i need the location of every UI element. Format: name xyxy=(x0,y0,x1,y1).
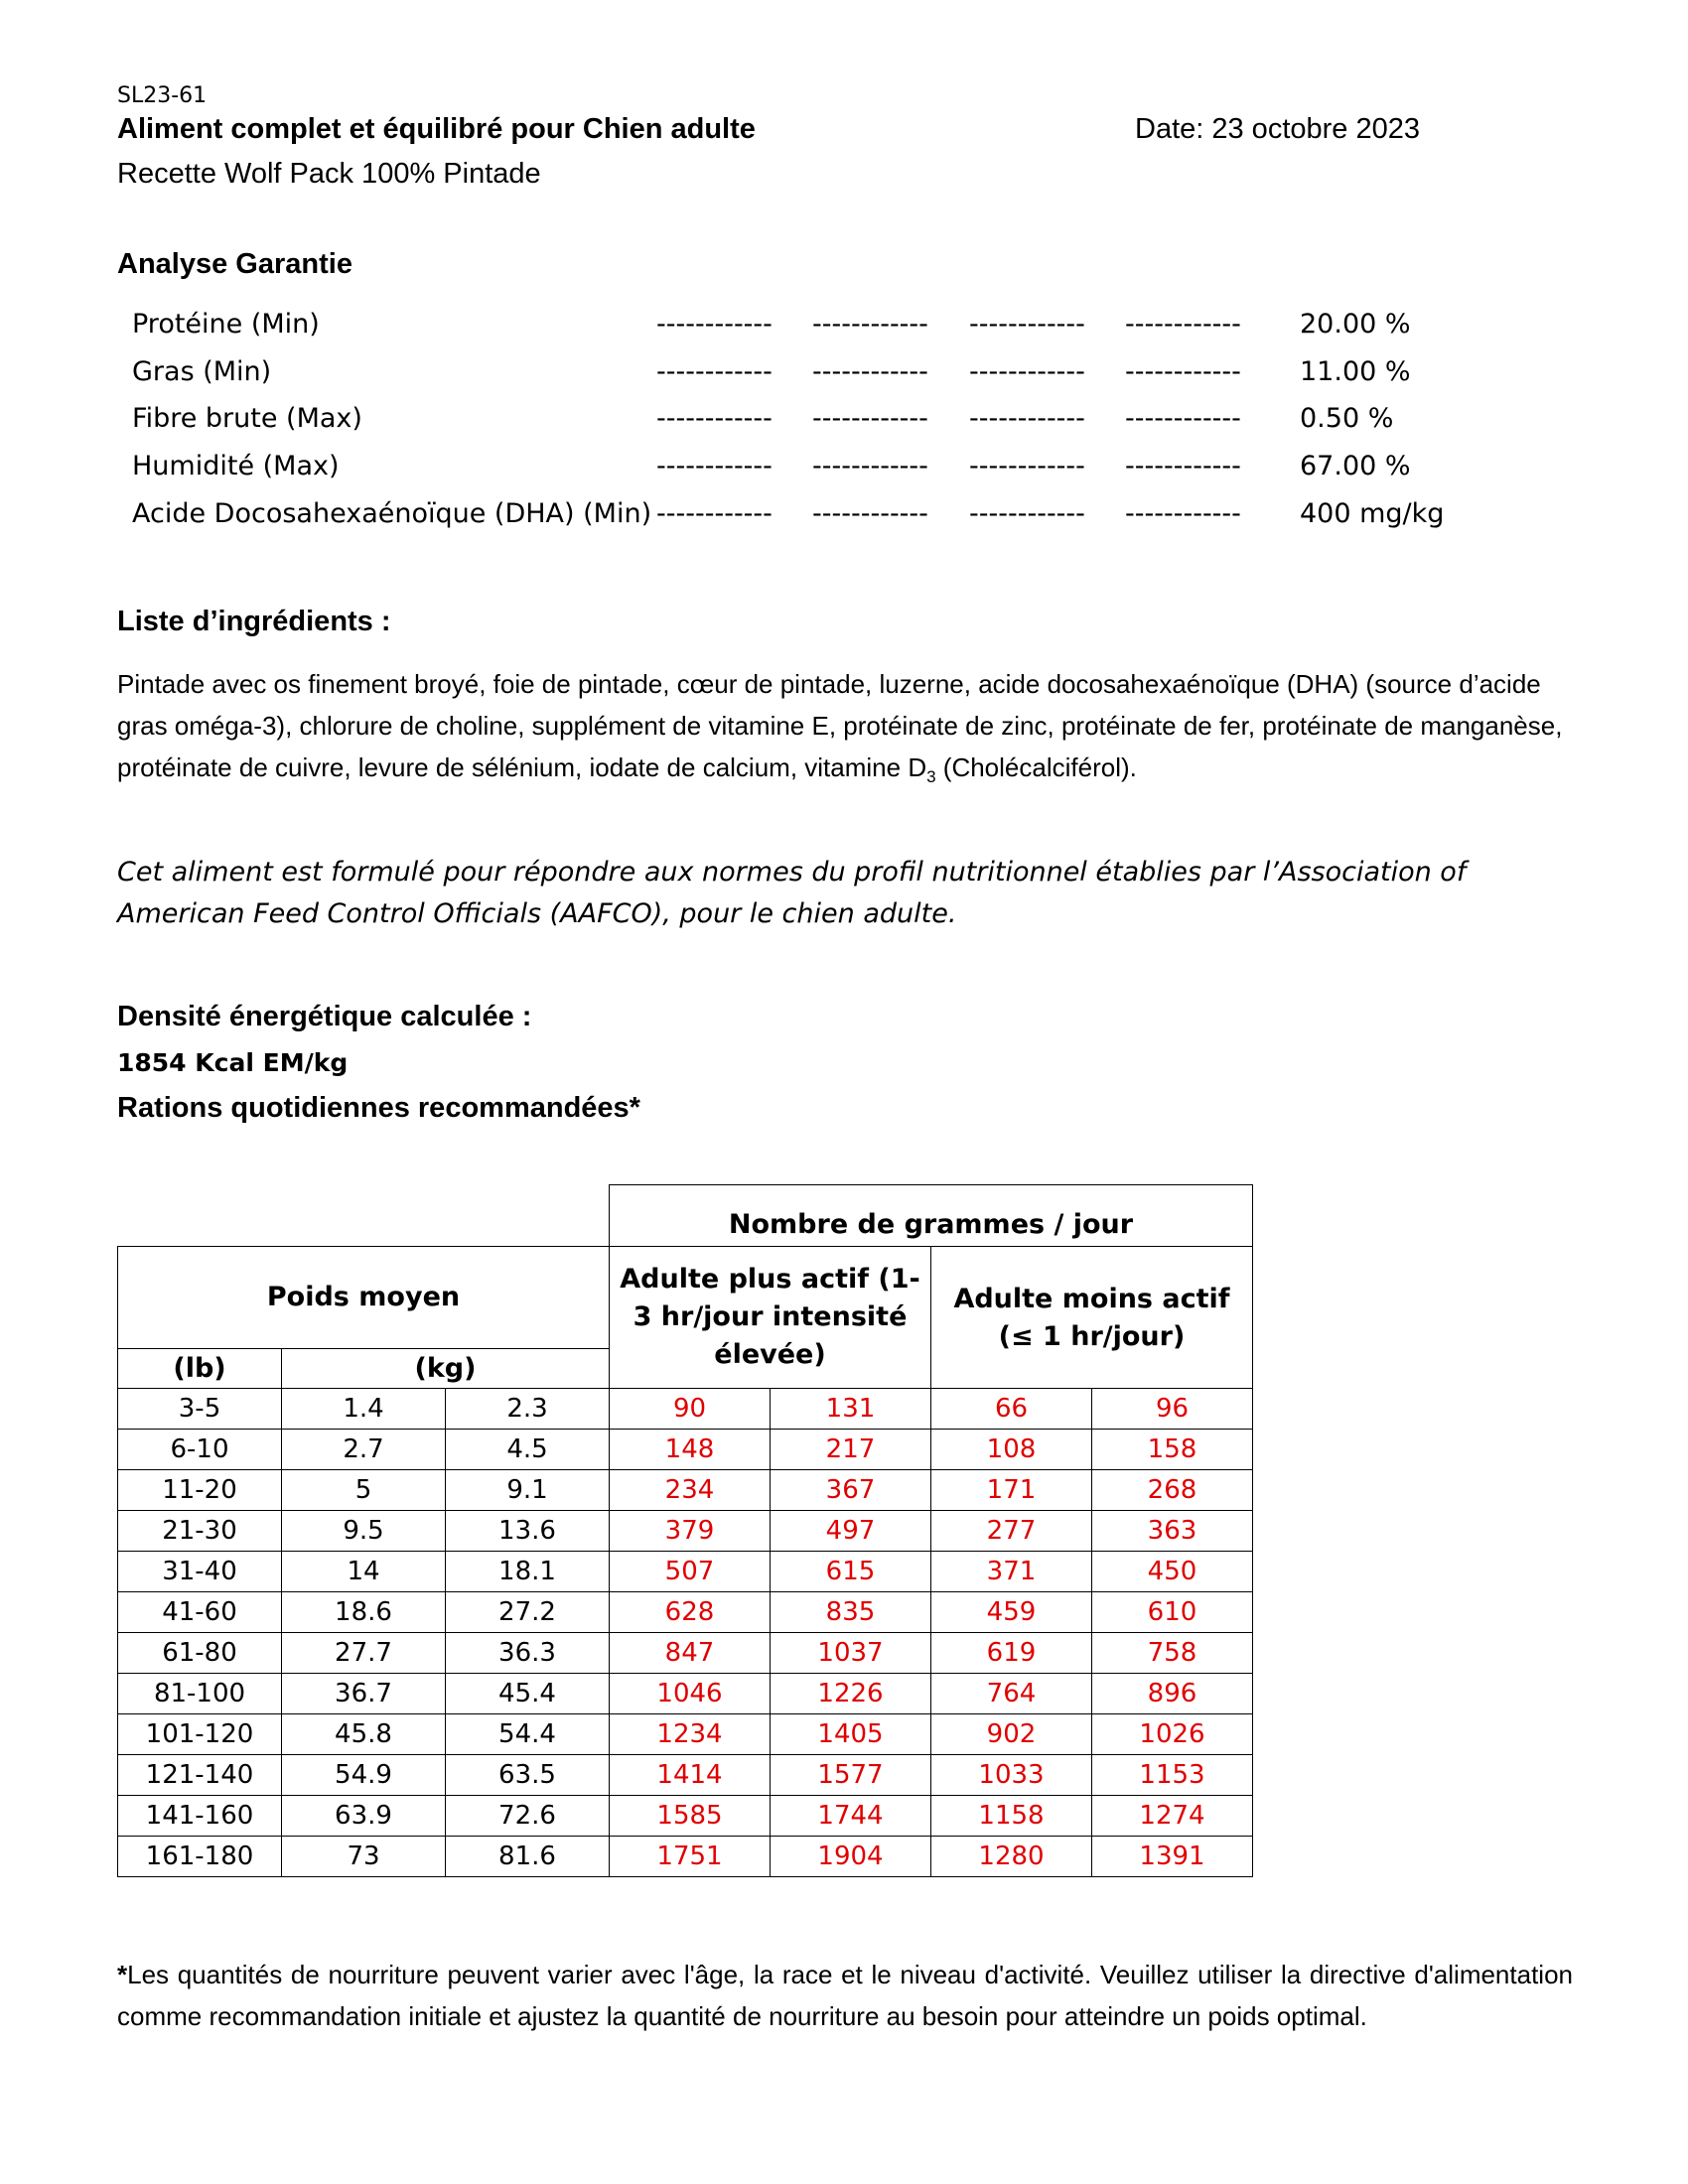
analysis-value: 67.00 % xyxy=(1300,451,1411,481)
active-min-grams-cell: 1414 xyxy=(610,1755,771,1796)
weight-kg-max-cell: 45.4 xyxy=(446,1674,610,1714)
average-weight-header: Poids moyen xyxy=(118,1247,610,1349)
table-row xyxy=(118,1674,1253,1714)
rations-table xyxy=(117,1184,1253,1877)
weight-lb-cell: 3-5 xyxy=(118,1389,282,1430)
active-min-grams-cell: 1585 xyxy=(610,1796,771,1837)
less-active-max-grams-cell: 610 xyxy=(1092,1592,1253,1633)
weight-kg-min-cell: 27.7 xyxy=(282,1633,446,1674)
analysis-label: Fibre brute (Max) xyxy=(132,403,362,434)
active-max-grams-cell: 615 xyxy=(771,1552,931,1592)
ingredients-text xyxy=(117,663,1577,798)
weight-lb-cell: 21-30 xyxy=(118,1511,282,1552)
weight-kg-max-cell: 63.5 xyxy=(446,1755,610,1796)
table-row xyxy=(118,1796,1253,1837)
less-active-min-grams-cell: 66 xyxy=(931,1389,1092,1430)
weight-lb-cell: 6-10 xyxy=(118,1430,282,1470)
dash-leader: ------------ xyxy=(656,498,773,529)
less-active-max-grams-cell: 158 xyxy=(1092,1430,1253,1470)
less-active-min-grams-cell: 277 xyxy=(931,1511,1092,1552)
table-body xyxy=(118,1389,1253,1877)
weight-kg-min-cell: 5 xyxy=(282,1470,446,1511)
active-min-grams-cell: 847 xyxy=(610,1633,771,1674)
less-active-max-grams-cell: 363 xyxy=(1092,1511,1253,1552)
weight-kg-max-cell: 4.5 xyxy=(446,1430,610,1470)
active-max-grams-cell: 1405 xyxy=(771,1714,931,1755)
ingredients-list-end: (Cholécalciférol). xyxy=(935,752,1137,782)
dash-leader: ------------ xyxy=(812,451,928,481)
weight-kg-min-cell: 2.7 xyxy=(282,1430,446,1470)
active-max-grams-cell: 1744 xyxy=(771,1796,931,1837)
less-active-min-grams-cell: 1158 xyxy=(931,1796,1092,1837)
weight-kg-max-cell: 72.6 xyxy=(446,1796,610,1837)
active-max-grams-cell: 497 xyxy=(771,1511,931,1552)
document-subtitle: Recette Wolf Pack 100% Pintade xyxy=(117,158,541,190)
less-active-min-grams-cell: 1280 xyxy=(931,1837,1092,1877)
table-group-header-row xyxy=(118,1185,1253,1247)
less-active-adult-header: Adulte moins actif (≤ 1 hr/jour) xyxy=(931,1247,1253,1389)
less-active-min-grams-cell: 371 xyxy=(931,1552,1092,1592)
dash-leader: ------------ xyxy=(656,309,773,340)
active-max-grams-cell: 1577 xyxy=(771,1755,931,1796)
less-active-max-grams-cell: 896 xyxy=(1092,1674,1253,1714)
less-active-max-grams-cell: 268 xyxy=(1092,1470,1253,1511)
dash-leader: ------------ xyxy=(969,403,1085,434)
weight-kg-min-cell: 14 xyxy=(282,1552,446,1592)
active-max-grams-cell: 131 xyxy=(771,1389,931,1430)
document-code: SL23-61 xyxy=(117,83,208,108)
dash-leader: ------------ xyxy=(1125,403,1241,434)
ingredients-heading: Liste d’ingrédients : xyxy=(117,606,391,637)
vitamin-subscript: 3 xyxy=(926,767,936,787)
less-active-min-grams-cell: 108 xyxy=(931,1430,1092,1470)
weight-kg-min-cell: 45.8 xyxy=(282,1714,446,1755)
weight-lb-cell: 121-140 xyxy=(118,1755,282,1796)
weight-lb-cell: 61-80 xyxy=(118,1633,282,1674)
dash-leader: ------------ xyxy=(1125,309,1241,340)
footnote xyxy=(117,1954,1573,2037)
table-row xyxy=(118,1389,1253,1430)
document-date: Date: 23 octobre 2023 xyxy=(1135,113,1420,145)
active-max-grams-cell: 1904 xyxy=(771,1837,931,1877)
table-row xyxy=(118,1714,1253,1755)
weight-kg-min-cell: 73 xyxy=(282,1837,446,1877)
weight-lb-cell: 161-180 xyxy=(118,1837,282,1877)
active-min-grams-cell: 1751 xyxy=(610,1837,771,1877)
less-active-min-grams-cell: 1033 xyxy=(931,1755,1092,1796)
analysis-label: Protéine (Min) xyxy=(132,309,320,340)
ingredients-list: Pintade avec os finement broyé, foie de pintade, cœur de pintade, luzerne, acide docosahexaénoïque (DHA) (source d’acide gras oméga-3), chlorure de choline, supplément de vitamine E, protéinate de zinc, protéinate de fer, protéinate de manganèse, protéinate de cuivre, levure de sélénium, iodate de calcium, vitamine D xyxy=(117,669,1563,782)
less-active-min-grams-cell: 171 xyxy=(931,1470,1092,1511)
dash-leader: ------------ xyxy=(812,356,928,387)
less-active-max-grams-cell: 1274 xyxy=(1092,1796,1253,1837)
weight-kg-max-cell: 18.1 xyxy=(446,1552,610,1592)
weight-kg-max-cell: 81.6 xyxy=(446,1837,610,1877)
weight-kg-max-cell: 54.4 xyxy=(446,1714,610,1755)
table-row xyxy=(118,1430,1253,1470)
table-row xyxy=(118,1470,1253,1511)
active-min-grams-cell: 234 xyxy=(610,1470,771,1511)
weight-kg-min-cell: 1.4 xyxy=(282,1389,446,1430)
table-row xyxy=(118,1592,1253,1633)
aafco-statement: Cet aliment est formulé pour répondre aux normes du profil nutritionnel établies par l’Association of American Feed Control Officials (AAFCO), pour le chien adulte. xyxy=(117,857,1467,929)
table-row xyxy=(118,1633,1253,1674)
dash-leader: ------------ xyxy=(1125,451,1241,481)
dash-leader: ------------ xyxy=(812,498,928,529)
active-max-grams-cell: 367 xyxy=(771,1470,931,1511)
dash-leader: ------------ xyxy=(656,403,773,434)
less-active-max-grams-cell: 1153 xyxy=(1092,1755,1253,1796)
table-row xyxy=(118,1755,1253,1796)
analysis-label: Gras (Min) xyxy=(132,356,272,387)
dash-leader: ------------ xyxy=(969,356,1085,387)
kg-header: (kg) xyxy=(282,1349,610,1389)
weight-kg-max-cell: 13.6 xyxy=(446,1511,610,1552)
active-min-grams-cell: 507 xyxy=(610,1552,771,1592)
active-min-grams-cell: 148 xyxy=(610,1430,771,1470)
less-active-max-grams-cell: 96 xyxy=(1092,1389,1253,1430)
dash-leader: ------------ xyxy=(1125,356,1241,387)
dash-leader: ------------ xyxy=(656,451,773,481)
active-min-grams-cell: 1046 xyxy=(610,1674,771,1714)
energy-value: 1854 Kcal EM/kg xyxy=(117,1048,349,1077)
weight-kg-min-cell: 9.5 xyxy=(282,1511,446,1552)
analysis-heading: Analyse Garantie xyxy=(117,248,352,280)
weight-kg-max-cell: 36.3 xyxy=(446,1633,610,1674)
weight-kg-min-cell: 36.7 xyxy=(282,1674,446,1714)
weight-lb-cell: 41-60 xyxy=(118,1592,282,1633)
dash-leader: ------------ xyxy=(812,403,928,434)
active-min-grams-cell: 628 xyxy=(610,1592,771,1633)
active-adult-header: Adulte plus actif (1-3 hr/jour intensité élevée) xyxy=(610,1247,931,1389)
weight-lb-cell: 141-160 xyxy=(118,1796,282,1837)
less-active-min-grams-cell: 619 xyxy=(931,1633,1092,1674)
weight-kg-max-cell: 2.3 xyxy=(446,1389,610,1430)
table-row xyxy=(118,1837,1253,1877)
dash-leader: ------------ xyxy=(969,498,1085,529)
dash-leader: ------------ xyxy=(969,309,1085,340)
active-max-grams-cell: 1226 xyxy=(771,1674,931,1714)
table-header-row xyxy=(118,1247,1253,1349)
footnote-asterisk: * xyxy=(117,1960,128,1989)
weight-kg-min-cell: 18.6 xyxy=(282,1592,446,1633)
active-min-grams-cell: 90 xyxy=(610,1389,771,1430)
dash-leader: ------------ xyxy=(812,309,928,340)
less-active-max-grams-cell: 1391 xyxy=(1092,1837,1253,1877)
rations-heading: Rations quotidiennes recommandées* xyxy=(117,1092,640,1124)
dash-leader: ------------ xyxy=(1125,498,1241,529)
analysis-value: 11.00 % xyxy=(1300,356,1411,387)
energy-heading: Densité énergétique calculée : xyxy=(117,1001,532,1032)
grams-per-day-header: Nombre de grammes / jour xyxy=(610,1185,1253,1247)
weight-kg-max-cell: 9.1 xyxy=(446,1470,610,1511)
document-title: Aliment complet et équilibré pour Chien adulte xyxy=(117,113,756,145)
dash-leader: ------------ xyxy=(969,451,1085,481)
empty-corner xyxy=(118,1185,610,1247)
footnote-text: Les quantités de nourriture peuvent varier avec l'âge, la race et le niveau d'activité. Veuillez utiliser la directive d'alimentation comme recommandation initiale et ajustez la quantité de nourriture au besoin pour atteindre un poids optimal. xyxy=(117,1960,1573,2031)
less-active-max-grams-cell: 758 xyxy=(1092,1633,1253,1674)
table-row xyxy=(118,1552,1253,1592)
active-max-grams-cell: 1037 xyxy=(771,1633,931,1674)
less-active-min-grams-cell: 764 xyxy=(931,1674,1092,1714)
analysis-label: Humidité (Max) xyxy=(132,451,340,481)
dash-leader: ------------ xyxy=(656,356,773,387)
active-max-grams-cell: 835 xyxy=(771,1592,931,1633)
weight-lb-cell: 81-100 xyxy=(118,1674,282,1714)
less-active-max-grams-cell: 1026 xyxy=(1092,1714,1253,1755)
analysis-value: 20.00 % xyxy=(1300,309,1411,340)
active-min-grams-cell: 1234 xyxy=(610,1714,771,1755)
analysis-label: Acide Docosahexaénoïque (DHA) (Min) xyxy=(132,498,652,529)
active-min-grams-cell: 379 xyxy=(610,1511,771,1552)
lb-header: (lb) xyxy=(118,1349,282,1389)
analysis-value: 400 mg/kg xyxy=(1300,498,1445,529)
less-active-min-grams-cell: 902 xyxy=(931,1714,1092,1755)
weight-kg-min-cell: 54.9 xyxy=(282,1755,446,1796)
weight-kg-min-cell: 63.9 xyxy=(282,1796,446,1837)
weight-lb-cell: 11-20 xyxy=(118,1470,282,1511)
active-max-grams-cell: 217 xyxy=(771,1430,931,1470)
analysis-value: 0.50 % xyxy=(1300,403,1394,434)
weight-lb-cell: 31-40 xyxy=(118,1552,282,1592)
table-row xyxy=(118,1511,1253,1552)
weight-lb-cell: 101-120 xyxy=(118,1714,282,1755)
weight-kg-max-cell: 27.2 xyxy=(446,1592,610,1633)
less-active-max-grams-cell: 450 xyxy=(1092,1552,1253,1592)
less-active-min-grams-cell: 459 xyxy=(931,1592,1092,1633)
